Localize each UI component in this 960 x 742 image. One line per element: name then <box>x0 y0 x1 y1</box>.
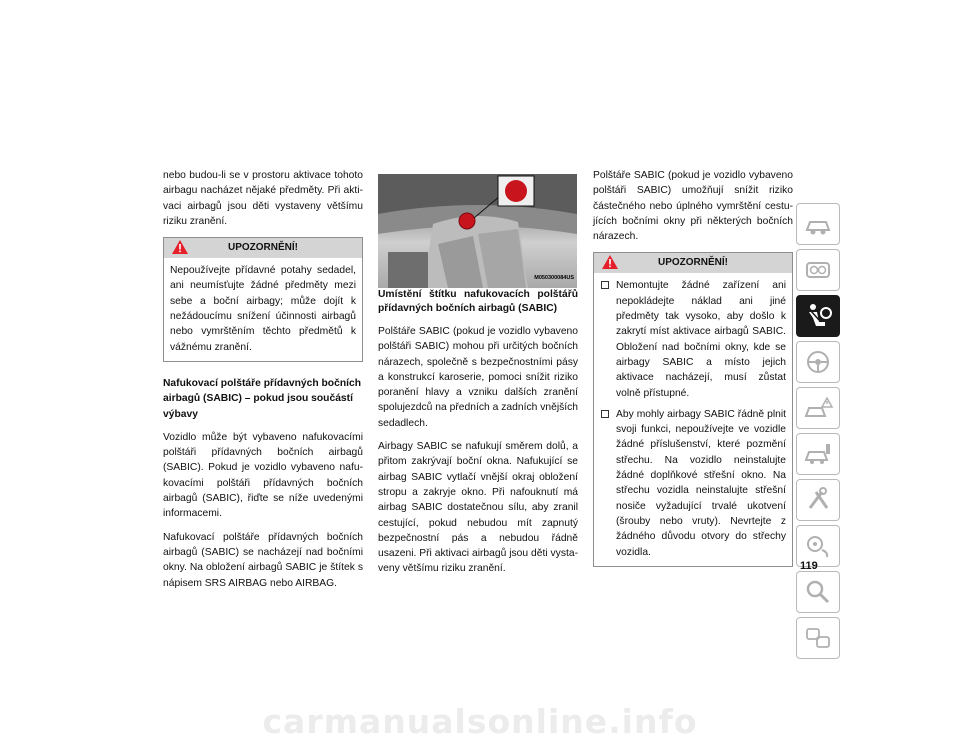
car-dashboard-icon <box>802 208 834 240</box>
checkbox-bullet-icon <box>601 281 609 289</box>
paragraph: Vozidlo může být vybaveno nafukovacími polštáři přídavných bočních airbagů (SABIC). Pokud je vozidlo vybaveno nafukovacími polštáři přídavných bočních airbagů (SABIC), řiďte se níže uvedenými informacemi. <box>163 431 363 520</box>
warning-header <box>164 238 362 258</box>
paragraph: Airbagy SABIC se nafukují směrem dolů, a přitom zakrývají boční okna. Nafukující se airbag SABIC vytlačí vnější okraj obložení stropu a zakryje okno. Při nafouknutí má airbag SABIC dostatečnou sílu, aby zranil cestující, pokud nebudou mít zapnutý bezpečnostní pás a nebudou řádně usazeni. Při aktivaci airbagů jsou děti vystaveny většímu riziku zranění. <box>378 441 578 575</box>
tab-search-index[interactable] <box>796 571 840 613</box>
photo-caption: Umístění štítku nafukovacích polštářů přídavných bočních airbagů (SABIC) <box>378 289 578 314</box>
warning-box <box>593 252 793 566</box>
warning-text: Nepoužívejte přídavné potahy sedadel, ani neumísťujte žádné předměty mezi sebe a boční airbagy; může dojít k nežádoucímu snížení účinnosti airbagů nebo vymrštěním těchto předmětů k vážnému zranění. <box>170 265 356 353</box>
multimedia-icon <box>802 530 834 562</box>
tab-steering-wheel[interactable] <box>796 341 840 383</box>
steering-wheel-icon <box>802 346 834 378</box>
warning-list-item <box>600 278 786 400</box>
language-icon <box>802 622 834 654</box>
maintenance-tools-icon <box>802 484 834 516</box>
chapter-tabs <box>796 203 840 663</box>
column-right <box>593 168 793 581</box>
warning-item-text: Nemontujte žádné zařízení ani nepokládejte náklad ani jiné předměty tak vysoko, aby došlo k zakrytí míst aktivace airbagů SABIC. Obložení nad bočními okny, kde se airbagy SABIC a místo jejich aktivace nacházejí, musí zůstat volně přístupné. <box>616 280 786 399</box>
watermark: carmanualsonline.info <box>262 702 698 741</box>
warning-title: UPOZORNĚNÍ! <box>658 257 728 269</box>
intro-paragraph: nebo budou-li se v prostoru aktivace tohoto airbagu nacházet nějaké předměty. Při aktivaci airbagů jsou děti vystaveny většímu riziku zranění. <box>163 170 363 227</box>
instrument-cluster-icon <box>802 254 834 286</box>
column-middle <box>378 174 578 585</box>
warning-list-item <box>600 407 786 560</box>
paragraph: Polštáře SABIC (pokud je vozidlo vybaveno polštáři SABIC) mohou při určitých bočních nárazech, společně s bezpečnostními pásy a konstrukcí karoserie, pomoci snížit riziko poranění hlavy a vzniku dalších zranění spolujezdců na předních a zadních vnějších sedadlech. <box>378 326 578 429</box>
warning-box <box>163 237 363 362</box>
warning-triangle-icon <box>602 255 618 269</box>
search-index-icon <box>802 576 834 608</box>
tab-car-service[interactable] <box>796 433 840 475</box>
tab-language[interactable] <box>796 617 840 659</box>
emergency-car-icon <box>802 392 834 424</box>
tab-instrument-cluster[interactable] <box>796 249 840 291</box>
warning-body <box>164 258 362 361</box>
checkbox-bullet-icon <box>601 410 609 418</box>
tab-maintenance[interactable] <box>796 479 840 521</box>
column-left <box>163 168 363 599</box>
warning-title: UPOZORNĚNÍ! <box>228 242 298 254</box>
sabic-label-photo <box>378 174 577 288</box>
warning-body <box>594 273 792 565</box>
tab-emergency[interactable] <box>796 387 840 429</box>
tab-car-dashboard[interactable] <box>796 203 840 245</box>
airbag-seatbelt-icon <box>802 300 834 332</box>
car-service-icon <box>802 438 834 470</box>
page-number: 119 <box>800 560 818 572</box>
warning-item-text: Aby mohly airbagy SABIC řádně plnit svoji funkci, nepoužívejte ve vozidle žádné příslušenství, které pozmění střechu. Na vozidlo neinstalujte žádné doplňkové střešní okno. Na střechu vozidla neinstalujte střešní nosiče vyžadující trvalé ukotvení (šrouby nebo vruty). Nevrtejte z žádného důvodu otvory do střechy vozidla. <box>616 408 786 558</box>
intro-paragraph: Polštáře SABIC (pokud je vozidlo vybaveno polštáři SABIC) umožňují snížit riziko částečného nebo úplného vymrštění cestujících bočními okny při některých bočních nárazech. <box>593 170 793 243</box>
warning-header <box>594 253 792 273</box>
paragraph: Nafukovací polštáře přídavných bočních airbagů (SABIC) se nacházejí nad bočními okny. Na obložení airbagů SABIC je štítek s nápisem SRS AIRBAG nebo AIRBAG. <box>163 531 363 589</box>
warning-triangle-icon <box>172 240 188 254</box>
tab-airbag-seatbelt[interactable] <box>796 295 840 337</box>
image-code: M050300084US <box>534 274 574 281</box>
section-heading: Nafukovací polštáře přídavných bočních airbagů (SABIC) – pokud jsou součástí výbavy <box>163 377 361 420</box>
